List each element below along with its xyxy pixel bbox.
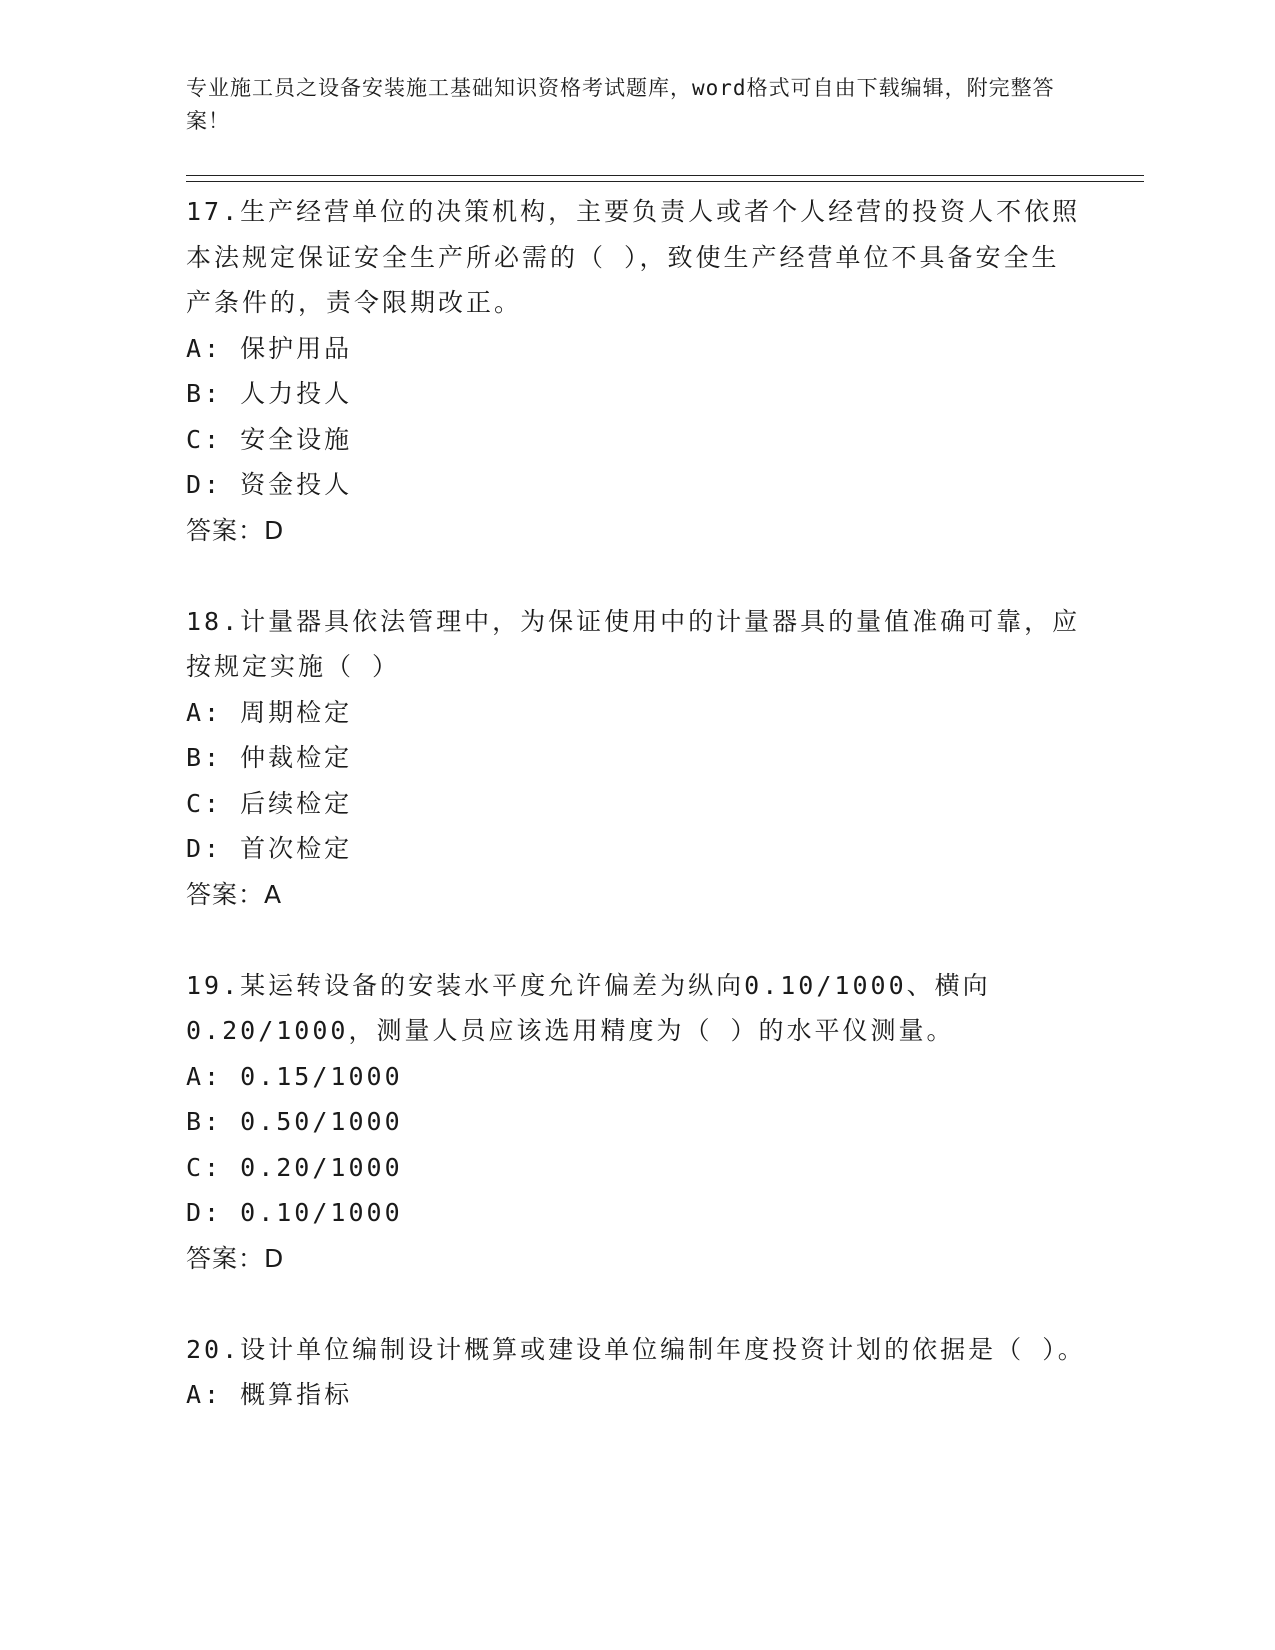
question-stem: 17.生产经营单位的决策机构，主要负责人或者个人经营的投资人不依照本法规定保证安全生产所必需的（ ），致使生产经营单位不具备安全生产条件的，责令限期改正。 <box>186 197 1081 317</box>
question-19 <box>186 963 1086 1282</box>
question-stem: 18.计量器具依法管理中，为保证使用中的计量器具的量值准确可靠，应按规定实施（ ） <box>186 606 1081 681</box>
question-17 <box>186 189 1086 553</box>
option-c: C: 安全设施 <box>186 424 353 454</box>
answer: 答案：D <box>186 1243 285 1273</box>
option-d: D: 资金投人 <box>186 470 353 499</box>
question-list <box>186 189 1086 1418</box>
option-a: A: 周期检定 <box>186 697 353 727</box>
option-c: C: 0.20/1000 <box>186 1152 403 1182</box>
option-b: B: 仲裁检定 <box>186 743 353 772</box>
option-a: A: 保护用品 <box>186 333 353 363</box>
question-stem: 20.设计单位编制设计概算或建设单位编制年度投资计划的依据是（ ）。 <box>186 1334 1086 1364</box>
option-d: D: 首次检定 <box>186 834 353 863</box>
header-divider-bottom <box>186 181 1144 182</box>
option-a: A: 概算指标 <box>186 1380 353 1409</box>
question-stem: 19.某运转设备的安装水平度允许偏差为纵向0.10/1000、横向0.20/1000，测量人员应该选用精度为（ ）的水平仪测量。 <box>186 970 991 1045</box>
document-header: 专业施工员之设备安装施工基础知识资格考试题库，word格式可自由下载编辑，附完整答案！ <box>186 76 1055 133</box>
option-d: D: 0.10/1000 <box>186 1198 403 1227</box>
answer: 答案：D <box>186 515 285 545</box>
answer: 答案：A <box>186 879 283 909</box>
option-b: B: 0.50/1000 <box>186 1107 403 1136</box>
option-c: C: 后续检定 <box>186 788 353 818</box>
option-a: A: 0.15/1000 <box>186 1061 403 1091</box>
question-20 <box>186 1327 1086 1418</box>
option-b: B: 人力投人 <box>186 379 353 408</box>
header-divider-top <box>186 175 1144 176</box>
question-18 <box>186 599 1086 918</box>
